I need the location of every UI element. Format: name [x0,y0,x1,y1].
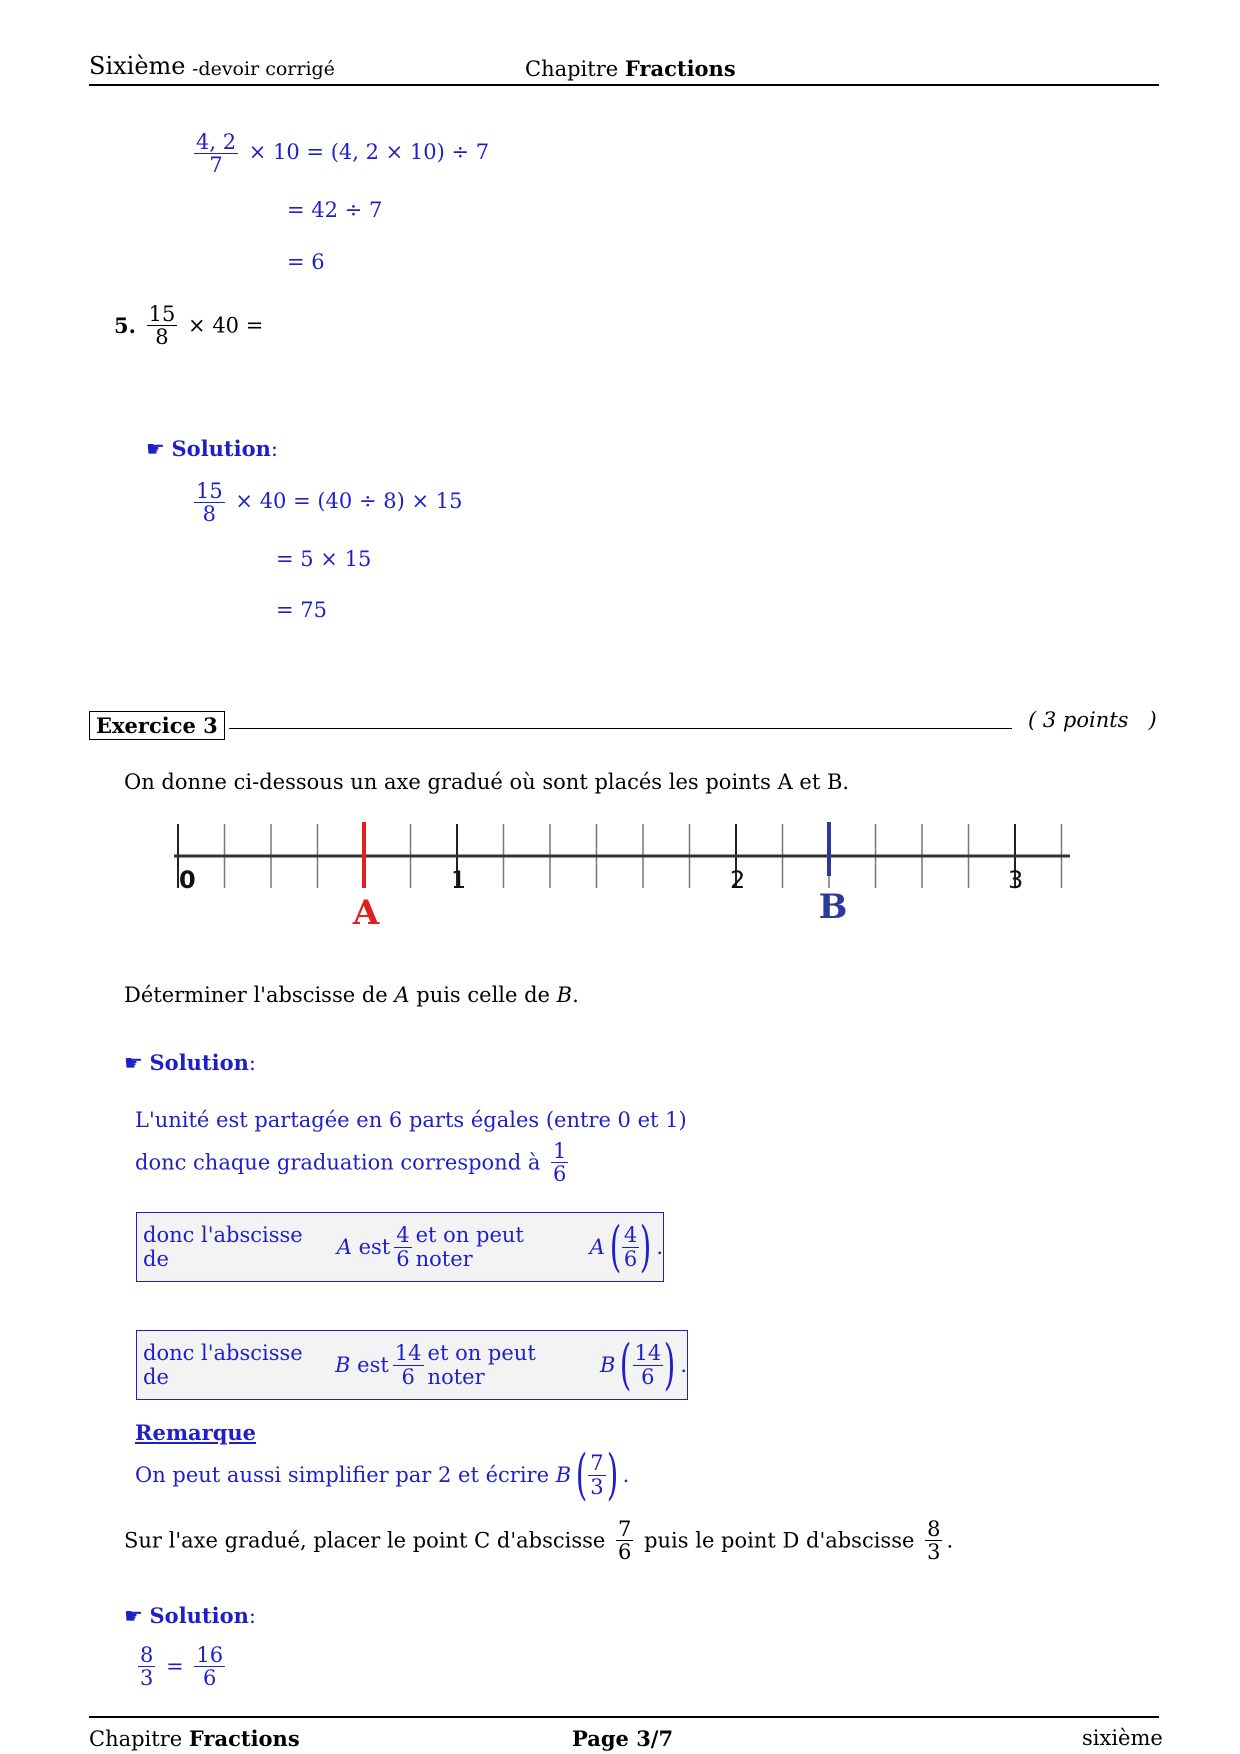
calc4-line2: = 42 ÷ 7 [287,198,383,222]
solution-label-a: ☛ Solution: [124,1050,256,1075]
calc4-fraction: $\frac{4, 2}{7}$ [196,130,237,178]
solution-a-line2: donc chaque graduation correspond à $\frac{1}{6}$ [135,1139,567,1187]
footer-level: sixième [1082,1726,1163,1750]
calc5-line1: $\frac{15}{8}$ × 40 = (40 ÷ 8) × 15 [196,479,463,527]
calc5-line2: = 5 × 15 [276,547,372,571]
pointing-hand-icon: ☛ [124,1051,143,1075]
calc4-line1: $\frac{4, 2}{7}$ × 10 = (4, 2 × 10) ÷ 7 [196,130,490,178]
question-b: Sur l'axe gradué, placer le point C d'abscisse $\frac{7}{6}$ puis le point D d'abscisse $\frac{8}{3}$ . [124,1517,954,1565]
footer-page: Page 3/7 [572,1726,674,1751]
header-chapter: Chapitre Fractions [525,56,736,81]
tick-label-3: 3 [1008,866,1024,894]
exercise-3-rule [229,728,1012,729]
solution-a-line1: L'unité est partagée en 6 parts égales (entre 0 et 1) [135,1108,687,1132]
pointing-hand-icon: ☛ [124,1604,143,1628]
solution-label-b: ☛ Solution: [124,1603,256,1628]
solution-label-q5: ☛ Solution: [146,436,278,461]
question-5-number: 5. [114,313,136,339]
calc5-line3: = 75 [276,598,327,622]
header-level: Sixième [89,52,186,80]
question-5: 5. $\frac{15}{8}$ × 40 = [114,302,264,350]
footer-chapter: Chapitre Fractions [89,1726,300,1751]
header-subtitle: -devoir corrigé [192,58,335,80]
tick-label-1: 1 [451,866,467,894]
point-a-label: A [352,893,380,930]
remark-text: On peut aussi simplifier par 2 et écrire B ( $\frac{7}{3}$ ) . [135,1443,630,1506]
tick-label-0: 0 [179,866,196,894]
exercise-3-points: ( 3 points ) [1028,708,1157,732]
tick-label-2: 2 [730,866,746,894]
remark-title: Remarque [135,1420,257,1445]
solution-b-equation: $\frac{8}{3}$ = $\frac{16}{6}$ [140,1643,224,1691]
number-line [170,810,1080,930]
footer-rule [89,1716,1159,1718]
pointing-hand-icon: ☛ [146,437,165,461]
exercise-3-intro: On donne ci-dessous un axe gradué où sont placés les points A et B. [124,770,850,794]
header-rule [89,84,1159,86]
calc4-line3: = 6 [287,250,325,274]
point-b-label: B [818,887,848,927]
answer-box-b: donc l'abscisse de B est $\frac{14}{6}$ et on peut noter B ( $\frac{14}{6}$ ) . [136,1330,688,1400]
page-header [89,52,1159,84]
exercise-3-title: Exercice 3 [89,711,225,740]
answer-box-a: donc l'abscisse de A est $\frac{4}{6}$ et on peut noter A ( $\frac{4}{6}$ ) . [136,1212,664,1282]
question-a: Déterminer l'abscisse de A puis celle de B. [124,983,579,1007]
